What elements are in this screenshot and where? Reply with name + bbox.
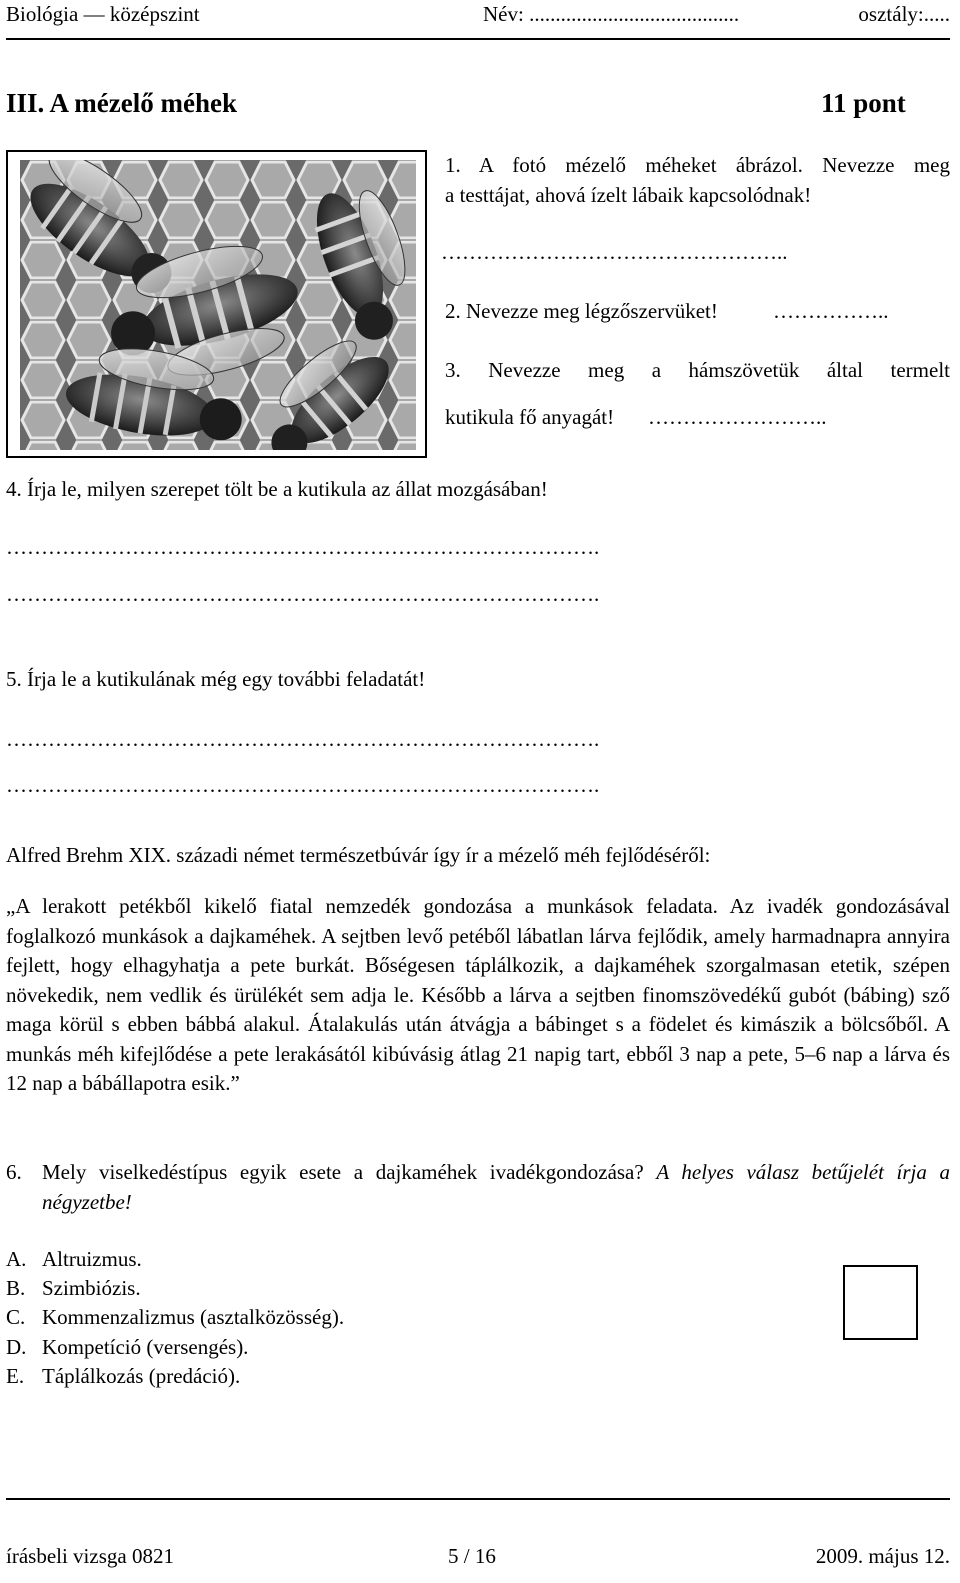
option-b [6,1274,141,1304]
option-letter: E. [6,1364,25,1388]
footer-page-number: 5 / 16 [448,1544,496,1568]
bee-photo-frame [6,150,427,458]
option-text: Táplálkozás (predáció). [42,1364,241,1388]
q3-line1: 3. Nevezze meg a hámszövetük által termelt [445,358,950,382]
brehm-intro: Alfred Brehm XIX. századi német természetbúvár így ír a mézelő méh fejlődéséről: [6,843,711,867]
q4-answer-line-1[interactable]: …………………………………………………………………………. [6,535,600,559]
q2-answer-line[interactable]: …………….. [773,299,889,323]
brehm-quote: „A lerakott petékből kikelő fiatal nemzedék gondozása a munkások feladata. Az ivadék gondozásával foglalkozó munkások a dajkaméhek. A sejtben levő petéből lábatlan lárva fejlődik, amely harmadnapra annyira fejlett, hogy elhagyhatja a pete burkát. Bőségesen táplálkozik, a dajkaméhek szorgalmasan etetik, szépen növekedik, nem vedlik és ürülékét sem adja le. Később a lárva a sejtben finomszövedékű gubót (bábing) sző maga körül s ebben bábbá alakul. Átalakulás után átvágja a bábinget s a födelet és kimászik a bölcsőből. A munkás méh kifejlődése a pete lerakásától kibúvásig átlag 21 napig tart, ebből 3 nap a pete, 5–6 nap a lárva és 12 nap a bábállapotra esik.” [6,894,950,1095]
q3-line2: kutikula fő anyagát! [445,405,615,429]
q6-text: Mely viselkedéstípus egyik esete a dajkaméhek ivadékgondozása? [42,1160,644,1184]
header-subject: Biológia — középszint [6,2,200,26]
q6-number: 6. [6,1160,22,1184]
option-letter: D. [6,1335,27,1359]
header-class-field: osztály:..... [858,2,950,26]
option-text: Kompetíció (versengés). [42,1335,249,1359]
q6-block [6,1157,950,1217]
page-footer [6,1544,950,1574]
header-name-field: Név: ........................................ [483,2,740,26]
q5-text: 5. Írja le a kutikulának még egy további feladatát! [6,667,426,691]
header-divider [6,38,950,40]
q6-instruction: A helyes válasz betűjelét írja a négyzetbe! [42,1160,950,1214]
answer-box[interactable] [843,1265,918,1340]
page-header [6,0,950,30]
footer-date: 2009. május 12. [815,1544,950,1568]
option-letter: A. [6,1247,27,1271]
q6-body [42,1157,950,1217]
option-d [6,1333,248,1363]
option-text: Szimbiózis. [42,1276,141,1300]
option-letter: C. [6,1305,26,1329]
footer-divider [6,1498,950,1500]
option-letter: B. [6,1276,26,1300]
q1-line1: 1. A fotó mézelő méheket ábrázol. Nevezze meg [445,153,950,177]
section-points: 11 pont [821,88,906,118]
option-a [6,1245,142,1275]
q3-answer-line[interactable]: …………………….. [648,405,827,429]
q4-answer-line-2[interactable]: …………………………………………………………………………. [6,582,600,606]
q2-text: 2. Nevezze meg légzőszervüket! [445,299,718,323]
section-title: III. A mézelő méhek [6,88,237,118]
q4-text: 4. Írja le, milyen szerepet tölt be a kutikula az állat mozgásában! [6,477,548,501]
bee-photo [20,160,416,450]
q1-answer-line[interactable]: ………………………………………….. [441,240,788,264]
option-e [6,1362,240,1392]
q1-line2: a testtájat, ahová ízelt lábaik kapcsolódnak! [445,183,812,207]
option-text: Kommenzalizmus (asztalközösség). [42,1305,345,1329]
q5-answer-line-1[interactable]: …………………………………………………………………………. [6,727,600,751]
option-c [6,1303,344,1333]
q5-answer-line-2[interactable]: …………………………………………………………………………. [6,773,600,797]
footer-exam: írásbeli vizsga 0821 [6,1544,174,1568]
option-text: Altruizmus. [42,1247,142,1271]
